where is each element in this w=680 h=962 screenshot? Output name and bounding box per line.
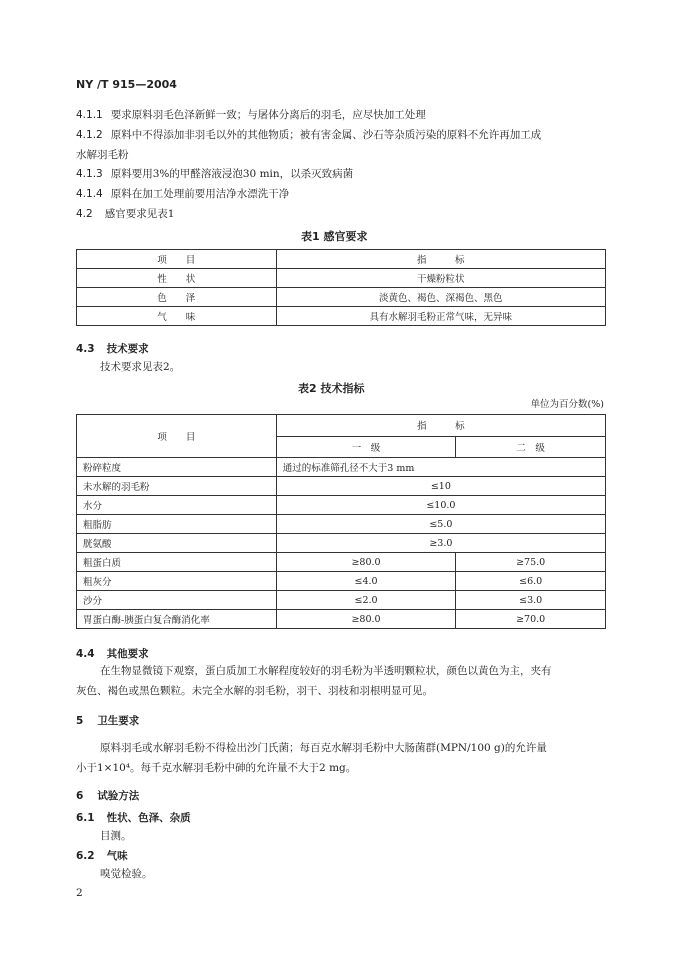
section-title: 试验方法 <box>97 790 140 802</box>
section-5-para-line2: 小于1×10⁴。每千克水解羽毛粉中砷的允许量不大于2 mg。 <box>76 762 357 774</box>
table2-caption: 表2 技术指标 <box>298 382 365 395</box>
table-row <box>77 610 606 629</box>
section-number: 6 <box>76 790 84 802</box>
table-cell: ≤5.0 <box>276 515 605 534</box>
table2 <box>76 414 606 629</box>
clause-title: 性状、色泽、杂质 <box>106 812 191 824</box>
clause-text: 原料要用3%的甲醛溶液浸泡30 min，以杀灭致病菌 <box>110 168 354 180</box>
table-header-cell: 指 标 <box>276 250 605 269</box>
table1-caption: 表1 感官要求 <box>301 230 368 243</box>
table-cell: 胃蛋白酶-胰蛋白复合酶消化率 <box>77 610 277 629</box>
section-5-para-line1: 原料羽毛或水解羽毛粉不得检出沙门氏菌；每百克水解羽毛粉中大肠菌群(MPN/100 g)的允许量 <box>100 742 547 754</box>
table-cell: 未水解的羽毛粉 <box>77 477 277 496</box>
table-cell: ≤10.0 <box>276 496 605 515</box>
table-cell: 具有水解羽毛粉正常气味，无异味 <box>276 307 605 326</box>
clause-text: 原料中不得添加非羽毛以外的其他物质；被有害金属、沙石等杂质污染的原料不允许再加工成 <box>110 129 542 141</box>
table-header-cell: 项 目 <box>77 415 277 458</box>
section-number: 5 <box>76 715 84 727</box>
table-row <box>77 496 606 515</box>
table-row <box>77 534 606 553</box>
clause-number: 4.4 <box>76 648 95 660</box>
clause-number: 6.1 <box>76 812 95 824</box>
table-cell: 色 泽 <box>77 288 277 307</box>
clause-4-4-para-line1: 在生物显微镜下观察，蛋白质加工水解程度较好的羽毛粉为半透明颗粒状，颜色以黄色为主，夹有 <box>100 665 552 677</box>
table-row <box>77 477 606 496</box>
clause-4-1-1 <box>76 108 426 122</box>
clause-text: 要求原料羽毛色泽新鲜一致；与屠体分离后的羽毛，应尽快加工处理 <box>110 109 426 121</box>
clause-4-1-3 <box>76 167 353 181</box>
table-cell: ≤2.0 <box>276 591 456 610</box>
table-cell: ≥80.0 <box>276 610 456 629</box>
clause-4-3-text: 技术要求见表2。 <box>100 361 181 373</box>
table-header-row <box>77 250 606 269</box>
section-6-heading <box>76 789 139 803</box>
clause-4-1-2-cont: 水解羽毛粉 <box>76 149 129 161</box>
table-header-cell: 二 级 <box>456 436 606 458</box>
clause-number: 4.1.3 <box>76 168 103 180</box>
clause-title: 技术要求 <box>106 343 149 355</box>
table-cell: ≥75.0 <box>456 553 606 572</box>
table-cell: ≥3.0 <box>276 534 605 553</box>
table-cell: ≥70.0 <box>456 610 606 629</box>
table-row <box>77 572 606 591</box>
table-cell: 沙分 <box>77 591 277 610</box>
table-header-row <box>77 415 606 437</box>
section-title: 卫生要求 <box>97 715 140 727</box>
table-cell: 淡黄色、褐色、深褐色、黑色 <box>276 288 605 307</box>
table-cell: 水分 <box>77 496 277 515</box>
table-cell: 气 味 <box>77 307 277 326</box>
page-number: 2 <box>76 887 83 899</box>
clause-number: 4.2 <box>76 208 93 220</box>
table-row <box>77 269 606 288</box>
clause-text: 感官要求见表1 <box>104 208 175 220</box>
clause-4-4-para-line2: 灰色、褐色或黑色颗粒。未完全水解的羽毛粉，羽干、羽枝和羽根明显可见。 <box>76 685 433 697</box>
clause-text: 原料在加工处理前要用洁净水漂洗干净 <box>110 188 290 200</box>
table-header-cell: 一 级 <box>276 436 456 458</box>
table-cell: ≤10 <box>276 477 605 496</box>
table-cell: 粉碎粒度 <box>77 458 277 477</box>
table-cell: 性 状 <box>77 269 277 288</box>
clause-number: 4.1.2 <box>76 129 103 141</box>
clause-6-2-text: 嗅觉检验。 <box>100 868 153 880</box>
table-cell: ≤6.0 <box>456 572 606 591</box>
clause-4-1-4 <box>76 187 289 201</box>
table-header-cell: 项 目 <box>77 250 277 269</box>
table-row <box>77 307 606 326</box>
table-cell: ≤4.0 <box>276 572 456 591</box>
clause-number: 4.1.1 <box>76 109 103 121</box>
table-row <box>77 553 606 572</box>
clause-4-3-heading <box>76 342 149 356</box>
clause-4-1-2 <box>76 128 541 142</box>
table-cell: 粗脂肪 <box>77 515 277 534</box>
clause-6-1-text: 目测。 <box>100 830 132 842</box>
clause-title: 气味 <box>106 850 128 862</box>
table-header-cell: 指 标 <box>276 415 605 437</box>
section-5-heading <box>76 714 139 728</box>
clause-4-4-heading <box>76 647 149 661</box>
clause-4-2 <box>76 207 174 221</box>
clause-title: 其他要求 <box>106 648 149 660</box>
table-cell: 粗灰分 <box>77 572 277 591</box>
table-cell: 通过的标准筛孔径不大于3 mm <box>276 458 605 477</box>
clause-6-2-heading <box>76 849 128 863</box>
table1 <box>76 249 606 326</box>
table-cell: 胱氨酸 <box>77 534 277 553</box>
table-row <box>77 515 606 534</box>
table2-unit: 单位为百分数(%) <box>530 399 604 410</box>
clause-6-1-heading <box>76 811 191 825</box>
table-row <box>77 591 606 610</box>
table-cell: 干燥粉粒状 <box>276 269 605 288</box>
standard-code: NY /T 915—2004 <box>76 78 177 91</box>
table-cell: 粗蛋白质 <box>77 553 277 572</box>
table-row <box>77 288 606 307</box>
table-cell: ≥80.0 <box>276 553 456 572</box>
table-row <box>77 458 606 477</box>
table-cell: ≤3.0 <box>456 591 606 610</box>
clause-number: 6.2 <box>76 850 95 862</box>
clause-number: 4.3 <box>76 343 95 355</box>
clause-number: 4.1.4 <box>76 188 103 200</box>
